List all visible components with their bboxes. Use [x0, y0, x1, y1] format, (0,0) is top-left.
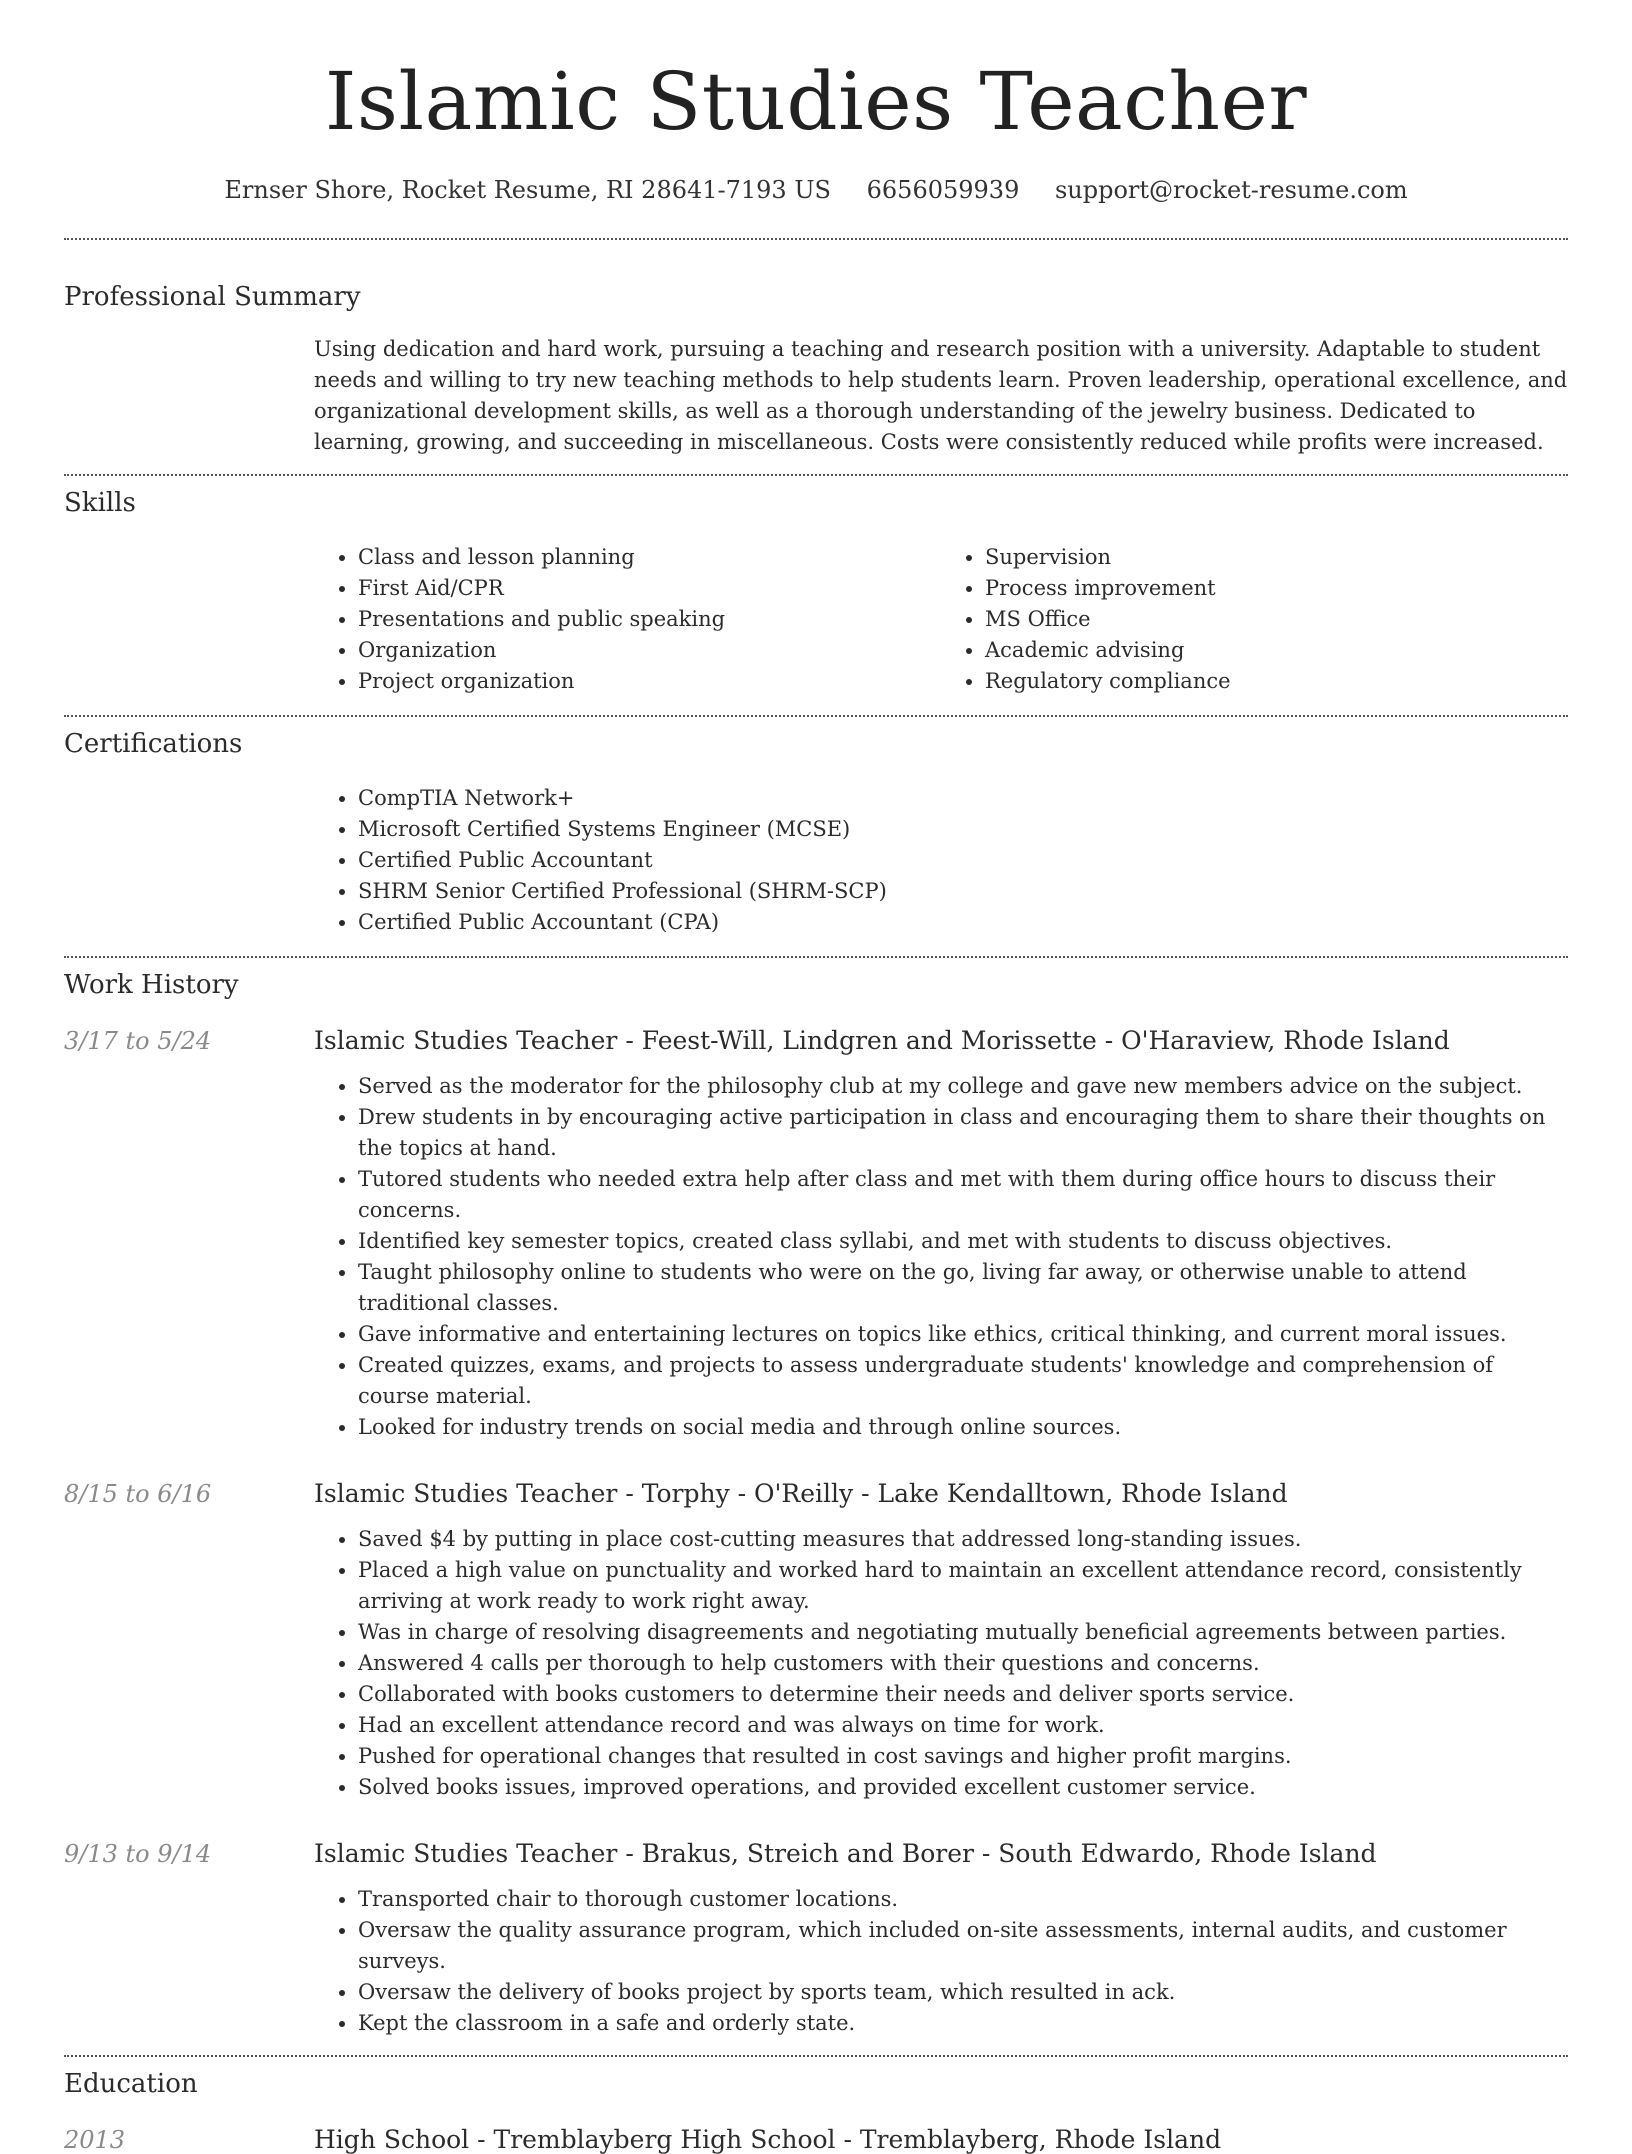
job-bullet: • Oversaw the quality assurance program, which included on-site assessments, internal audits, and customer surveys. [358, 1915, 1568, 1977]
candidate-name: Islamic Studies Teacher [324, 55, 1308, 148]
section-title-education: Education [64, 2069, 198, 2099]
job-bullet-list [314, 1071, 1568, 1443]
contact-line [0, 176, 1632, 204]
certification-item: • Certified Public Accountant (CPA) [358, 907, 1568, 938]
job-dates: 8/15 to 6/16 [64, 1480, 212, 1508]
job-heading: Islamic Studies Teacher - Brakus, Streich and Borer - South Edwardo, Rhode Island [314, 1839, 1377, 1868]
job-bullet: • Drew students in by encouraging active participation in class and encouraging them to share their thoughts on the topics at hand. [358, 1102, 1568, 1164]
job-bullet: • Created quizzes, exams, and projects to assess undergraduate students' knowledge and comprehension of course material. [358, 1350, 1568, 1412]
job-header [64, 1026, 1568, 1055]
skill-item: • Class and lesson planning [358, 542, 941, 573]
job-entry [64, 1479, 1568, 1803]
job-bullet: • Had an excellent attendance record and was always on time for work. [358, 1710, 1568, 1741]
certification-item: • Microsoft Certified Systems Engineer (MCSE) [358, 814, 1568, 845]
skills-section [0, 476, 1632, 715]
certifications-ul [314, 783, 1568, 938]
job-bullet: • Solved books issues, improved operations, and provided excellent customer service. [358, 1772, 1568, 1803]
job-bullet: • Tutored students who needed extra help after class and met with them during office hours to discuss their concerns. [358, 1164, 1568, 1226]
job-bullet: • Identified key semester topics, created class syllabi, and met with students to discuss objectives. [358, 1226, 1568, 1257]
section-title-work-history: Work History [64, 970, 239, 1000]
job-bullet: • Transported chair to thorough customer locations. [358, 1884, 1568, 1915]
summary-section [0, 240, 1632, 474]
job-bullet: • Taught philosophy online to students who were on the go, living far away, or otherwise unable to attend traditional classes. [358, 1257, 1568, 1319]
education-entry [64, 2125, 1568, 2154]
job-bullets [314, 1524, 1568, 1803]
contact-address: Ernser Shore, Rocket Resume, RI 28641-7193 US [224, 176, 831, 204]
job-bullet: • Saved $4 by putting in place cost-cutting measures that addressed long-standing issues. [358, 1524, 1568, 1555]
education-heading: High School - Tremblayberg High School - Tremblayberg, Rhode Island [314, 2125, 1222, 2154]
certifications-list [314, 783, 1568, 956]
contact-phone: 6656059939 [866, 176, 1020, 204]
job-bullet: • Was in charge of resolving disagreements and negotiating mutually beneficial agreements between parties. [358, 1617, 1568, 1648]
skill-item: • Regulatory compliance [985, 666, 1568, 697]
resume-header [0, 0, 1632, 204]
job-bullet: • Placed a high value on punctuality and worked hard to maintain an excellent attendance record, consistently arriving at work ready to work right away. [358, 1555, 1568, 1617]
section-title-skills: Skills [64, 488, 136, 518]
job-bullet: • Oversaw the delivery of books project by sports team, which resulted in ack. [358, 1977, 1568, 2008]
skill-item: • First Aid/CPR [358, 573, 941, 604]
job-bullet: • Kept the classroom in a safe and orderly state. [358, 2008, 1568, 2039]
summary-text: Using dedication and hard work, pursuing a teaching and research position with a university. Adaptable to student needs and willing to try new teaching methods to help students learn. Proven leadership, operational excellence, and organizational development skills, as well as a thorough understanding of the jewelry business. Dedicated to learning, growing, and succeeding in miscellaneous. Costs were consistently reduced while profits were increased. [314, 337, 1568, 454]
job-bullet: • Collaborated with books customers to determine their needs and deliver sports service. [358, 1679, 1568, 1710]
job-bullets [314, 1884, 1568, 2039]
skills-list [314, 542, 1568, 715]
certification-item: • CompTIA Network+ [358, 783, 1568, 814]
job-bullet: • Gave informative and entertaining lectures on topics like ethics, critical thinking, and current moral issues. [358, 1319, 1568, 1350]
certification-item: • SHRM Senior Certified Professional (SHRM-SCP) [358, 876, 1568, 907]
job-entry [64, 1839, 1568, 2055]
job-header [64, 1839, 1568, 1868]
skill-item: • Presentations and public speaking [358, 604, 941, 635]
skills-column-left [314, 542, 941, 697]
skill-item: • Process improvement [985, 573, 1568, 604]
work-history-section [0, 958, 1632, 2055]
contact-email: support@rocket-resume.com [1054, 176, 1408, 204]
education-dates: 2013 [64, 2126, 126, 2154]
skill-item: • Supervision [985, 542, 1568, 573]
job-bullet: • Looked for industry trends on social media and through online sources. [358, 1412, 1568, 1443]
skills-column-right [941, 542, 1568, 697]
job-bullet: • Served as the moderator for the philosophy club at my college and gave new members advice on the subject. [358, 1071, 1568, 1102]
job-header [64, 1479, 1568, 1508]
job-entry [64, 1026, 1568, 1443]
skill-item: • Organization [358, 635, 941, 666]
job-dates: 9/13 to 9/14 [64, 1840, 212, 1868]
job-heading: Islamic Studies Teacher - Torphy - O'Reilly - Lake Kendalltown, Rhode Island [314, 1479, 1288, 1508]
job-dates: 3/17 to 5/24 [64, 1027, 212, 1055]
skill-item: • MS Office [985, 604, 1568, 635]
job-bullet: • Pushed for operational changes that resulted in cost savings and higher profit margins. [358, 1741, 1568, 1772]
education-section [0, 2057, 1632, 2154]
job-bullet-list [314, 1524, 1568, 1803]
skill-item: • Project organization [358, 666, 941, 697]
job-bullet: • Answered 4 calls per thorough to help customers with their questions and concerns. [358, 1648, 1568, 1679]
section-title-summary: Professional Summary [64, 282, 361, 312]
certifications-section [0, 717, 1632, 956]
job-bullet-list [314, 1884, 1568, 2039]
job-heading: Islamic Studies Teacher - Feest-Will, Lindgren and Morissette - O'Haraview, Rhode Island [314, 1026, 1450, 1055]
certification-item: • Certified Public Accountant [358, 845, 1568, 876]
skill-item: • Academic advising [985, 635, 1568, 666]
section-title-certifications: Certifications [64, 729, 243, 759]
job-bullets [314, 1071, 1568, 1443]
